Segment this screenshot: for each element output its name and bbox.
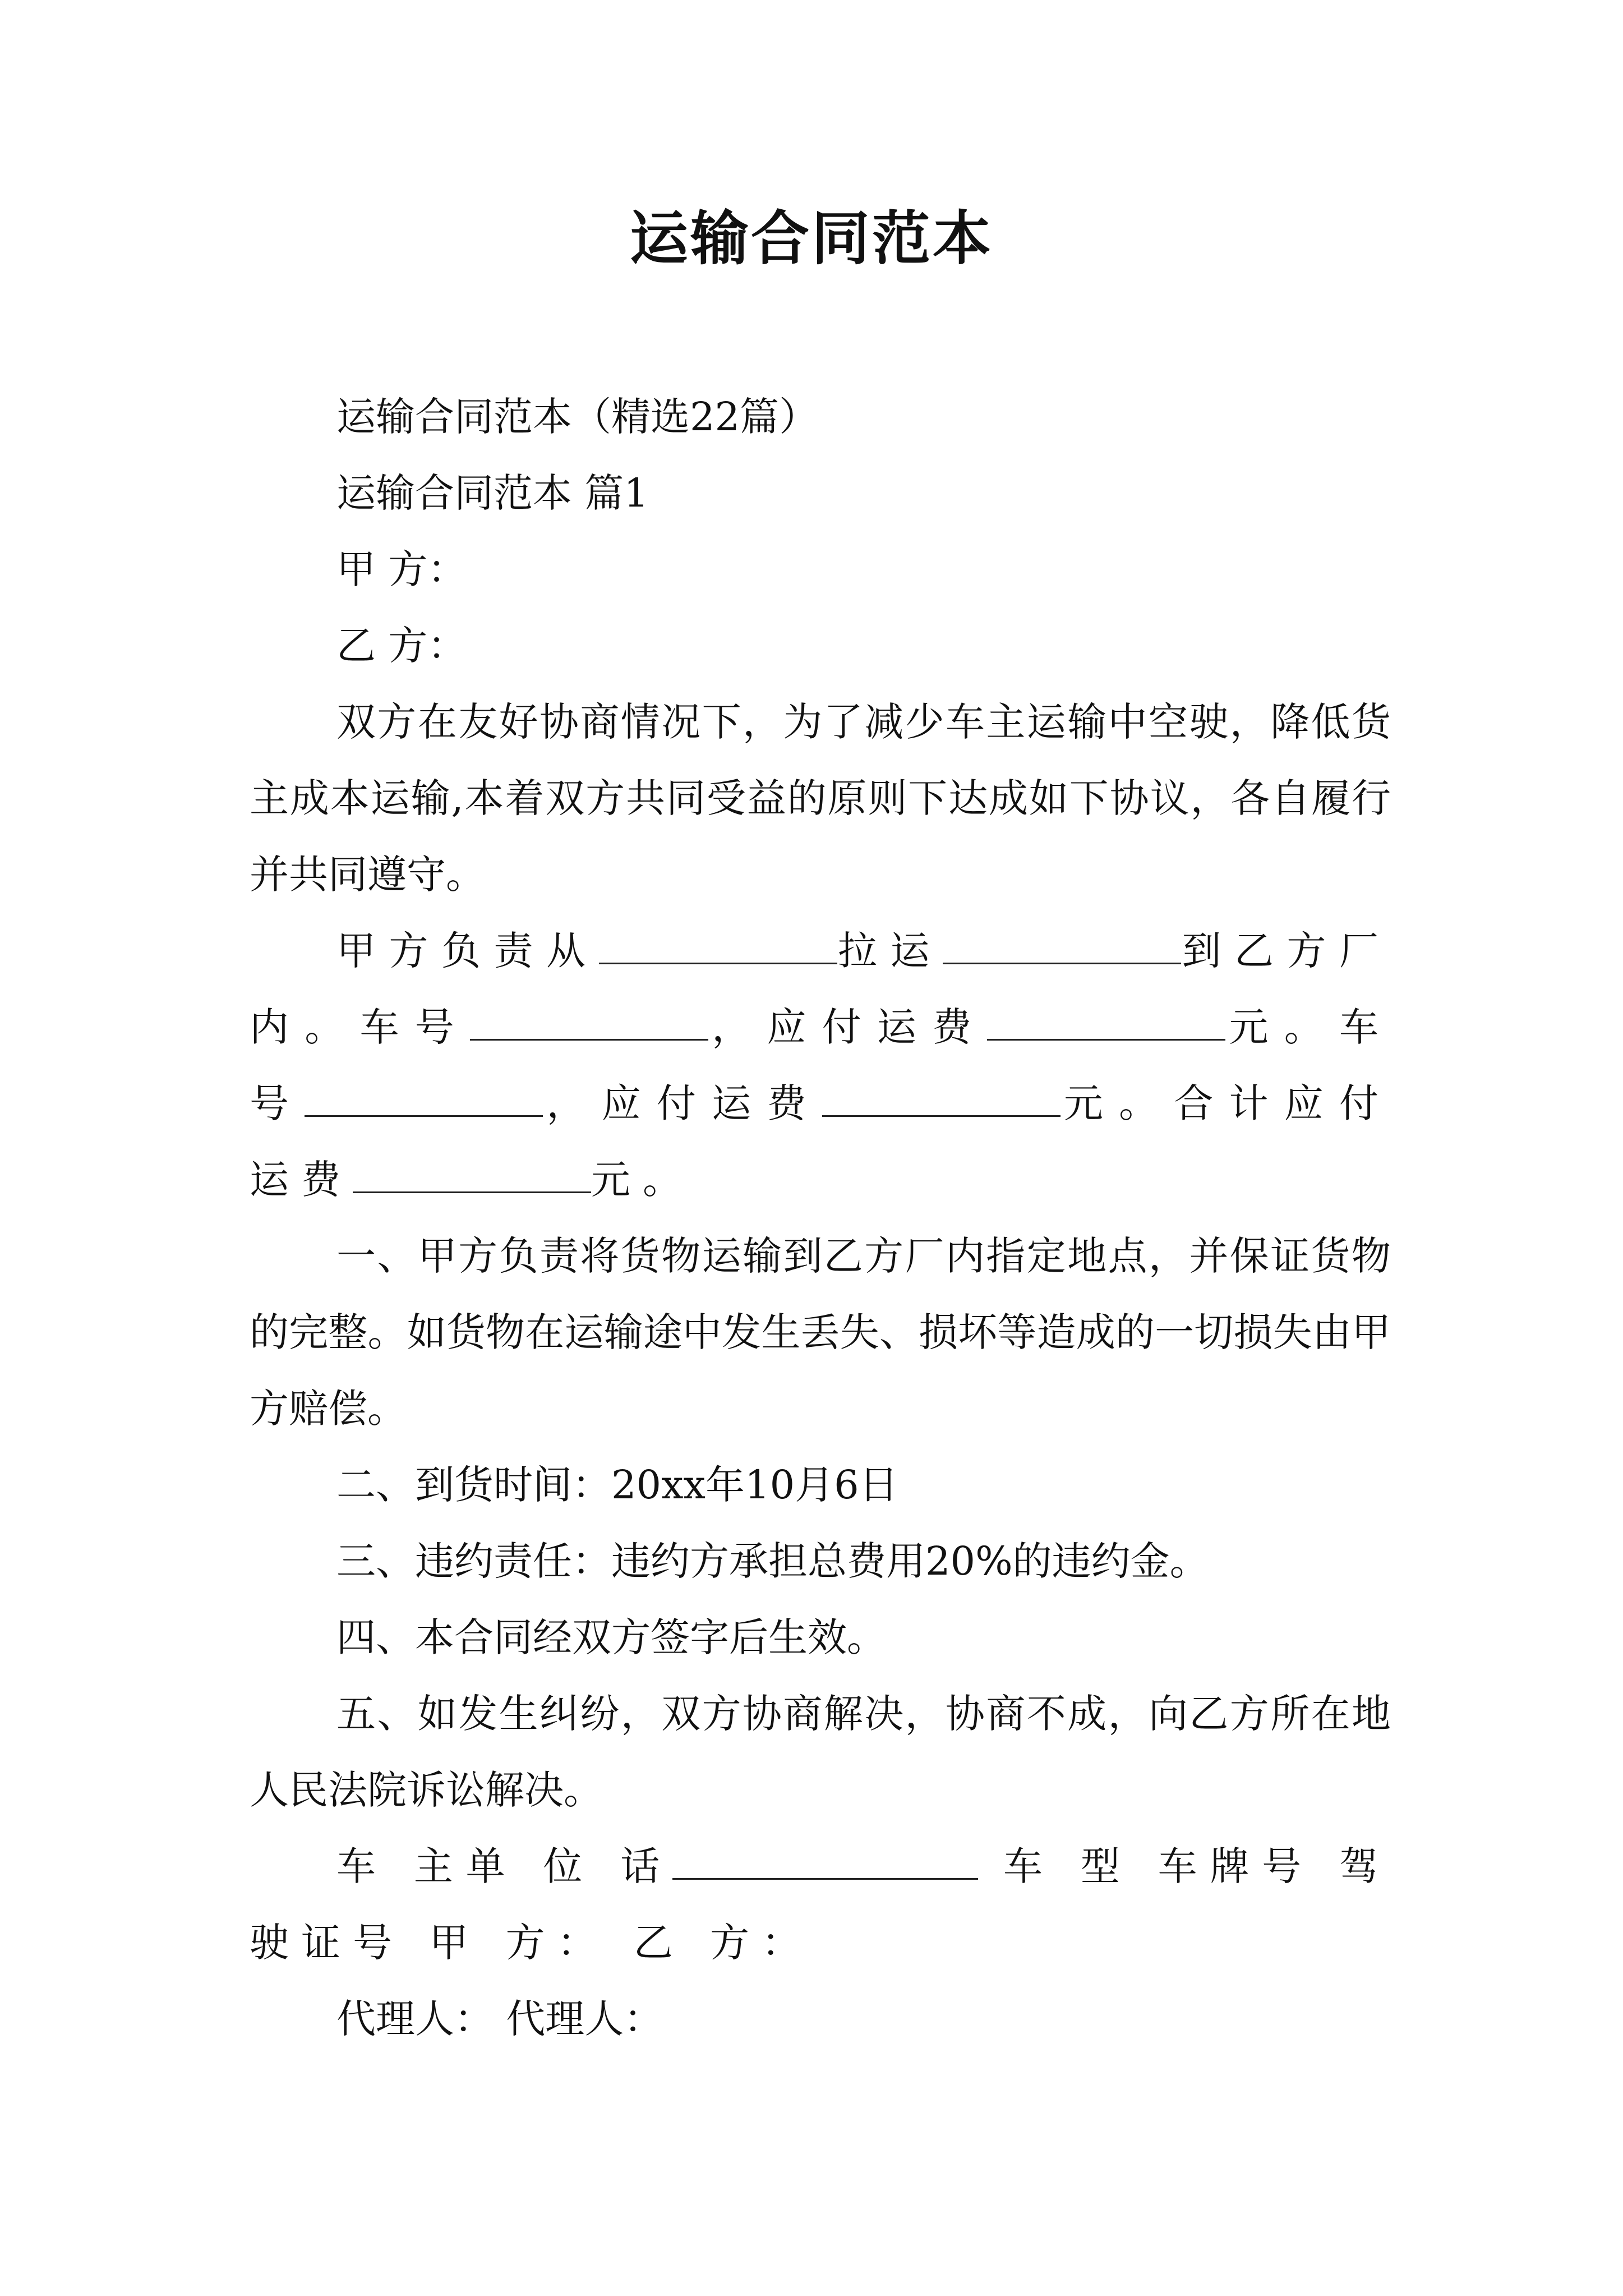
origin-blank — [599, 928, 837, 964]
clause-3: 三、违约责任：违约方承担总费用20%的违约金。 — [336, 1538, 1209, 1584]
fee-blank-1 — [987, 1004, 1225, 1041]
fee-blank-2 — [822, 1080, 1061, 1117]
document-body — [250, 379, 1391, 2057]
phone-blank — [672, 1843, 978, 1880]
clause-4: 四、本合同经双方签字后生效。 — [336, 1614, 886, 1660]
document-title: 运输合同范本 — [629, 204, 993, 273]
signature-text-1: 车 主单 位 话 — [336, 1843, 672, 1889]
signature-text-2: 车 型 车牌号 驾驶证号 甲 方： 乙 方： — [250, 1843, 1391, 1966]
clause-2: 二、到货时间：20xx年10月6日 — [336, 1462, 898, 1508]
party-a-label: 甲 方： — [336, 546, 467, 592]
route-text-6: ，应付运费 — [543, 1080, 822, 1126]
signature-block — [250, 1828, 1391, 1981]
route-text-3: 到乙方厂内。车号 — [250, 928, 1391, 1050]
intro-paragraph: 双方在友好协商情况下，为了减少车主运输中空驶，降低货主成本运输,本着双方共同受益的原则下达成如下协议，各自履行并共同遵守。 — [250, 699, 1391, 898]
route-paragraph — [250, 913, 1391, 1218]
cargo-blank — [943, 928, 1181, 964]
total-fee-blank — [353, 1157, 591, 1193]
route-text-7: 元。合计应付运费 — [250, 1080, 1391, 1203]
clause-1: 一、甲方负责将货物运输到乙方厂内指定地点，并保证货物的完整。如货物在运输途中发生丢失、损坏等造成的一切损失由甲方赔偿。 — [250, 1233, 1391, 1432]
section-heading: 运输合同范本 篇1 — [336, 470, 649, 516]
route-text-4: ，应付运费 — [708, 1004, 988, 1050]
document-subtitle: 运输合同范本（精选22篇） — [336, 394, 819, 440]
plate-blank-1 — [470, 1004, 708, 1041]
route-text-1: 甲方负责从 — [336, 928, 599, 974]
route-text-8: 元。 — [591, 1157, 694, 1203]
route-text-5: 元。车号 — [250, 1004, 1391, 1126]
plate-blank-2 — [305, 1080, 543, 1117]
clause-5: 五、如发生纠纷，双方协商解决，协商不成，向乙方所在地人民法院诉讼解决。 — [250, 1691, 1391, 1813]
agents-line: 代理人： 代理人： — [336, 1996, 663, 2042]
party-b-label: 乙 方： — [336, 623, 467, 669]
route-text-2: 拉运 — [837, 928, 943, 974]
